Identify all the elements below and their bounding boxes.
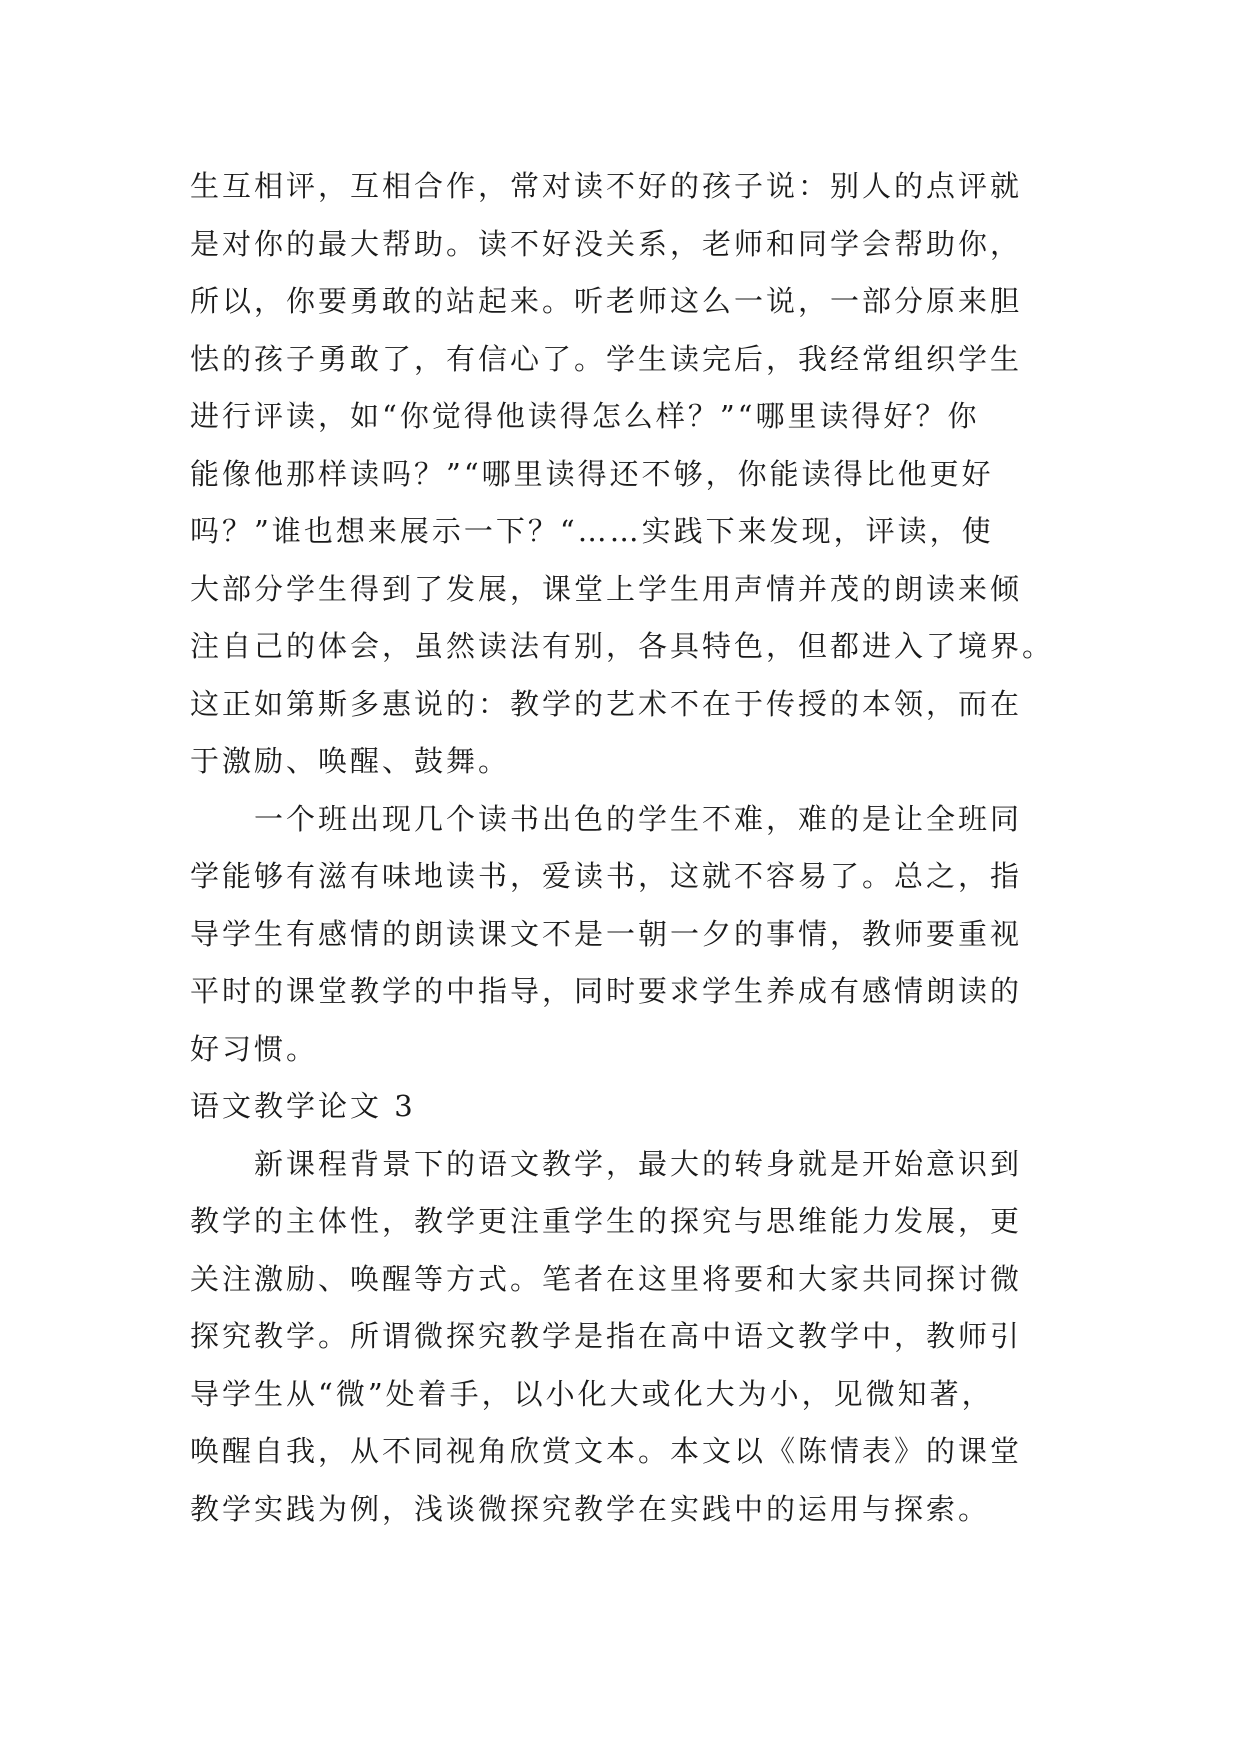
paragraph-first-line: 新课程背景下的语文教学，最大的转身就是开始意识到 — [254, 1146, 1023, 1181]
text-line: 学能够有滋有味地读书，爱读书，这就不容易了。总之，指 — [190, 859, 1023, 893]
text-line: 所以，你要勇敢的站起来。听老师这么一说，一部分原来胆 — [190, 284, 1023, 318]
text-line: 平时的课堂教学的中指导，同时要求学生养成有感情朗读的 — [190, 974, 1023, 1008]
text-line: 注自己的体会，虽然读法有别，各具特色，但都进入了境界。 — [190, 629, 1055, 663]
text-line: 是对你的最大帮助。读不好没关系，老师和同学会帮助你， — [190, 226, 1023, 261]
paragraph-first-line: 一个班出现几个读书出色的学生不难，难的是让全班同 — [254, 801, 1023, 836]
text-line: 好习惯。 — [190, 1031, 319, 1066]
section-heading: 语文教学论文 3 — [190, 1089, 416, 1123]
text-line: 进行评读，如“你觉得他读得怎么样？”“哪里读得好？你 — [190, 399, 980, 433]
text-line: 怯的孩子勇敢了，有信心了。学生读完后，我经常组织学生 — [190, 341, 1023, 376]
text-line: 这正如第斯多惠说的：教学的艺术不在于传授的本领，而在 — [190, 686, 1023, 721]
text-line: 导学生从“微”处着手，以小化大或化大为小，见微知著， — [190, 1376, 994, 1411]
text-line: 探究教学。所谓微探究教学是指在高中语文教学中，教师引 — [190, 1319, 1023, 1353]
text-line: 关注激励、唤醒等方式。笔者在这里将要和大家共同探讨微 — [190, 1261, 1023, 1296]
text-line: 导学生有感情的朗读课文不是一朝一夕的事情，教师要重视 — [190, 916, 1023, 951]
text-line: 生互相评，互相合作，常对读不好的孩子说：别人的点评就 — [190, 169, 1023, 203]
text-line: 能像他那样读吗？”“哪里读得还不够，你能读得比他更好 — [190, 456, 994, 491]
text-line: 吗？”谁也想来展示一下？“……实践下来发现，评读，使 — [190, 514, 994, 548]
document-body — [190, 158, 1060, 1538]
text-line: 教学实践为例，浅谈微探究教学在实践中的运用与探索。 — [190, 1491, 991, 1526]
text-line: 大部分学生得到了发展，课堂上学生用声情并茂的朗读来倾 — [190, 571, 1023, 606]
text-line: 于激励、唤醒、鼓舞。 — [190, 744, 511, 778]
text-line: 教学的主体性，教学更注重学生的探究与思维能力发展，更 — [190, 1204, 1023, 1238]
text-line: 唤醒自我，从不同视角欣赏文本。本文以《陈情表》的课堂 — [190, 1434, 1023, 1468]
